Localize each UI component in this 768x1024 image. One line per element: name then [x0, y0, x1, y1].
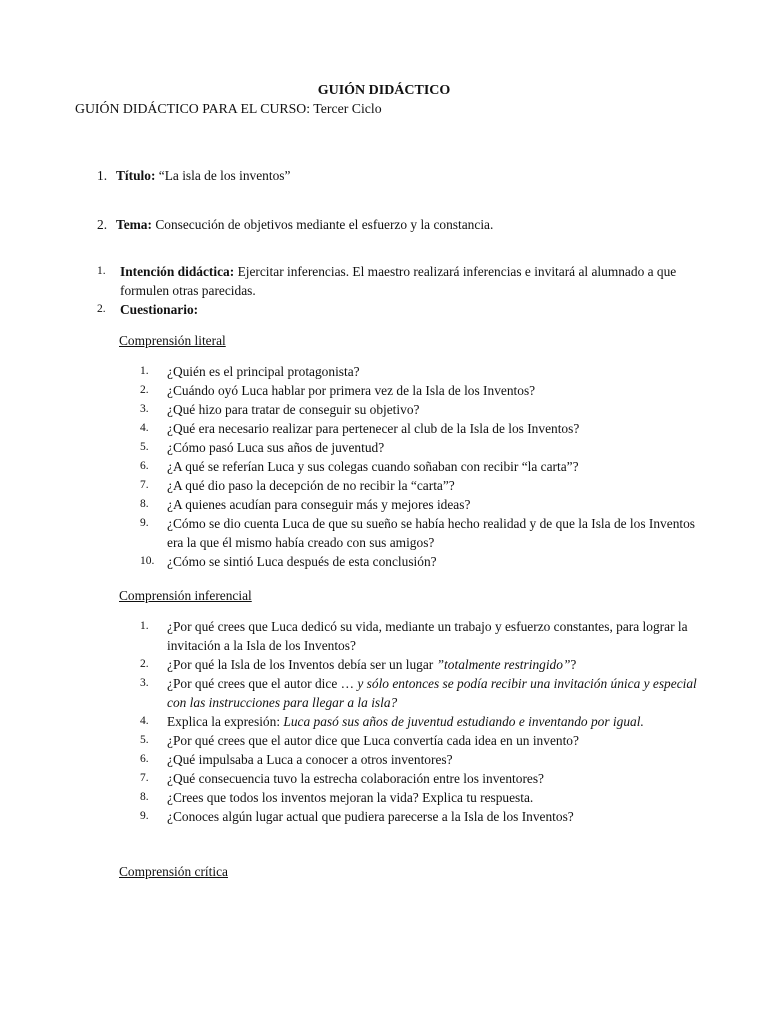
- item-label: Intención didáctica:: [120, 264, 235, 279]
- question-text: ¿Crees que todos los inventos mejoran la vida? Explica tu respuesta.: [167, 790, 534, 805]
- question-text: ¿Cómo se sintió Luca después de esta conclusión?: [167, 554, 437, 569]
- question-text: ¿Cómo se dio cuenta Luca de que su sueño se había hecho realidad y de que la Isla de los Inventos era la que él mismo había creado con sus amigos?: [167, 516, 696, 550]
- question-text: ¿A qué dio paso la decepción de no recibir la “carta”?: [167, 478, 455, 493]
- list-item: [140, 769, 700, 788]
- question-number: 6.: [140, 460, 149, 472]
- list-item: [140, 750, 700, 769]
- question-number: 5.: [140, 441, 149, 453]
- list-item: [140, 712, 700, 731]
- question-number: 10.: [140, 555, 155, 567]
- item-value: Ejercitar inferencias. El maestro realizará inferencias e invitará al alumnado a que formulen otras parecidas.: [120, 264, 677, 298]
- section-heading-inferencial: Comprensión inferencial: [119, 588, 252, 603]
- inferencial-question-list: [140, 617, 700, 826]
- question-number: 3.: [140, 677, 149, 689]
- question-number: 1.: [140, 365, 149, 377]
- list-item: [140, 362, 700, 381]
- item-label: Tema:: [116, 217, 152, 232]
- list-item: [140, 617, 700, 655]
- page-subtitle: GUIÓN DIDÁCTICO PARA EL CURSO: Tercer Ciclo: [75, 101, 382, 116]
- question-number: 7.: [140, 772, 149, 784]
- item-label: Título:: [116, 168, 156, 183]
- item-intencion: [97, 262, 697, 300]
- list-item: [140, 807, 700, 826]
- list-item: [140, 438, 700, 457]
- question-number: 9.: [140, 810, 149, 822]
- question-number: 1.: [140, 620, 149, 632]
- list-item: [140, 514, 700, 552]
- question-text: ¿Por qué crees que el autor dice …: [167, 676, 358, 691]
- question-text: ¿Qué consecuencia tuvo la estrecha colaboración entre los inventores?: [167, 771, 544, 786]
- item-value: “La isla de los inventos”: [158, 168, 291, 183]
- list-item: [140, 476, 700, 495]
- item-titulo: [97, 166, 290, 185]
- question-quote: y sólo entonces se podía recibir una invitación única y especial con las instrucciones para llegar a la isla?: [167, 676, 697, 710]
- item-tema: [97, 215, 493, 234]
- question-text: ¿Qué era necesario realizar para pertenecer al club de la Isla de los Inventos?: [167, 421, 580, 436]
- question-number: 3.: [140, 403, 149, 415]
- literal-question-list: [140, 362, 700, 571]
- question-text: ¿Por qué la Isla de los Inventos debía ser un lugar: [167, 657, 437, 672]
- question-text: ¿Cómo pasó Luca sus años de juventud?: [167, 440, 385, 455]
- question-text: ¿Qué hizo para tratar de conseguir su objetivo?: [167, 402, 420, 417]
- section-heading-critica: Comprensión crítica: [119, 864, 228, 879]
- question-text: ¿Qué impulsaba a Luca a conocer a otros inventores?: [167, 752, 453, 767]
- list-item: [140, 674, 700, 712]
- list-item: [140, 655, 700, 674]
- item-cuestionario: [97, 300, 697, 319]
- question-text: ¿Por qué crees que Luca dedicó su vida, mediante un trabajo y esfuerzo constantes, para lograr la invitación a la Isla de los Inventos?: [167, 619, 688, 653]
- question-number: 7.: [140, 479, 149, 491]
- question-quote: Luca pasó sus años de juventud estudiando e inventando por igual.: [283, 714, 644, 729]
- question-number: 4.: [140, 715, 149, 727]
- list-item: [140, 731, 700, 750]
- question-number: 2.: [140, 384, 149, 396]
- list-item: [140, 788, 700, 807]
- list-item: [140, 400, 700, 419]
- list-item: [140, 552, 700, 571]
- item-block: [97, 262, 697, 319]
- item-number: 1.: [97, 265, 106, 277]
- question-text: Explica la expresión:: [167, 714, 284, 729]
- question-number: 6.: [140, 753, 149, 765]
- question-text: ¿A quienes acudían para conseguir más y mejores ideas?: [167, 497, 471, 512]
- list-item: [140, 495, 700, 514]
- item-number: 1.: [97, 168, 108, 183]
- question-number: 8.: [140, 791, 149, 803]
- question-text: ¿A qué se referían Luca y sus colegas cuando soñaban con recibir “la carta”?: [167, 459, 579, 474]
- question-text: ¿Cuándo oyó Luca hablar por primera vez de la Isla de los Inventos?: [167, 383, 536, 398]
- list-item: [140, 419, 700, 438]
- question-quote: ”totalmente restringido”: [436, 657, 571, 672]
- section-heading-literal: Comprensión literal: [119, 333, 226, 348]
- item-number: 2.: [97, 303, 106, 315]
- page-title: GUIÓN DIDÁCTICO: [317, 83, 451, 98]
- question-text: ¿Conoces algún lugar actual que pudiera parecerse a la Isla de los Inventos?: [167, 809, 574, 824]
- list-item: [140, 381, 700, 400]
- item-value: Consecución de objetivos mediante el esfuerzo y la constancia.: [155, 217, 494, 232]
- question-number: 9.: [140, 517, 149, 529]
- item-number: 2.: [97, 217, 108, 232]
- question-text: ¿Quién es el principal protagonista?: [167, 364, 360, 379]
- list-item: [140, 457, 700, 476]
- question-number: 8.: [140, 498, 149, 510]
- question-number: 5.: [140, 734, 149, 746]
- item-label: Cuestionario:: [120, 302, 199, 317]
- question-text-end: ?: [570, 657, 577, 672]
- question-number: 4.: [140, 422, 149, 434]
- question-text: ¿Por qué crees que el autor dice que Luca convertía cada idea en un invento?: [167, 733, 579, 748]
- question-number: 2.: [140, 658, 149, 670]
